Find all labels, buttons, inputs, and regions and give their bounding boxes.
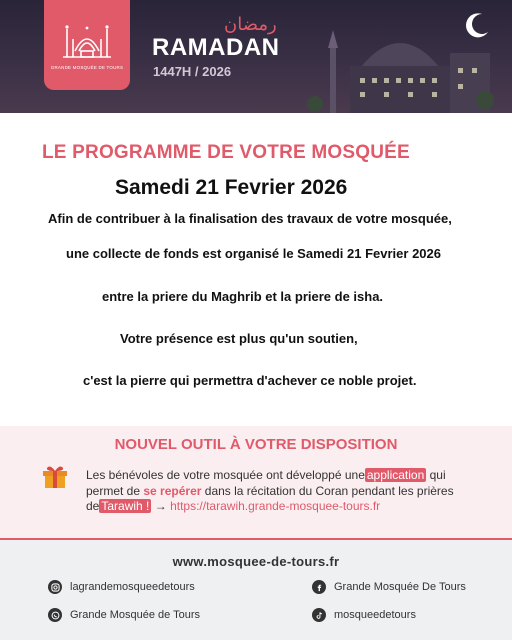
program-line: une collecte de fonds est organisé le Samedi 21 Fevrier 2026 — [66, 246, 441, 261]
instagram-icon — [48, 580, 62, 594]
facebook-name: Grande Mosquée De Tours — [334, 581, 466, 593]
tool-heading: NOUVEL OUTIL À VOTRE DISPOSITION — [114, 436, 398, 453]
whatsapp-item[interactable] — [48, 608, 200, 622]
mosque-logo — [44, 0, 130, 90]
instagram-item[interactable] — [48, 580, 195, 594]
ramadan-arabic-text: رمضان — [224, 14, 277, 35]
facebook-item[interactable] — [312, 580, 466, 594]
tarawih-highlight: Tarawih ! — [101, 499, 150, 513]
tool-section — [0, 426, 512, 538]
facebook-icon — [312, 580, 326, 594]
logo-caption: GRANDE MOSQUÉE DE TOURS — [50, 64, 124, 70]
footer — [0, 540, 512, 640]
tiktok-handle: mosqueedetours — [334, 609, 416, 621]
whatsapp-name: Grande Mosquée de Tours — [70, 609, 201, 621]
tarawih-link[interactable]: https://tarawih.grande-mosquee-tours.fr — [170, 499, 381, 513]
program-date: Samedi 21 Fevrier 2026 — [115, 176, 348, 199]
program-heading: LE PROGRAMME DE VOTRE MOSQUÉE — [42, 142, 410, 163]
mosque-logo-icon — [57, 21, 117, 63]
website-link[interactable]: www.mosquee-de-tours.fr — [172, 554, 340, 569]
ramadan-year: 1447H / 2026 — [153, 64, 232, 79]
program-line: Votre présence est plus qu'un soutien, — [120, 331, 358, 346]
header-banner — [0, 0, 512, 113]
program-line: Afin de contribuer à la finalisation des travaux de votre mosquée, — [48, 211, 452, 226]
whatsapp-icon — [48, 608, 62, 622]
tool-description — [86, 468, 486, 515]
tool-text-1: Les bénévoles de votre mosquée ont développé une — [86, 468, 365, 482]
crescent-moon-icon — [462, 10, 492, 40]
program-line: entre la priere du Maghrib et la priere de isha. — [102, 289, 384, 304]
application-highlight: application — [366, 468, 425, 482]
se-reperer-highlight: se repérer — [143, 483, 202, 498]
arrow-icon: → — [154, 499, 167, 513]
tool-text-3: dans la récitation du Coran pendant les prières de — [86, 483, 454, 513]
tiktok-item[interactable] — [312, 608, 416, 622]
tiktok-icon — [312, 608, 326, 622]
gift-icon — [42, 464, 68, 490]
program-line: c'est la pierre qui permettra d'achever ce noble projet. — [83, 373, 417, 388]
tool-text-2: qui permet de — [86, 468, 446, 498]
ramadan-title: RAMADAN — [152, 34, 280, 61]
instagram-handle: lagrandemosqueedetours — [70, 581, 195, 593]
